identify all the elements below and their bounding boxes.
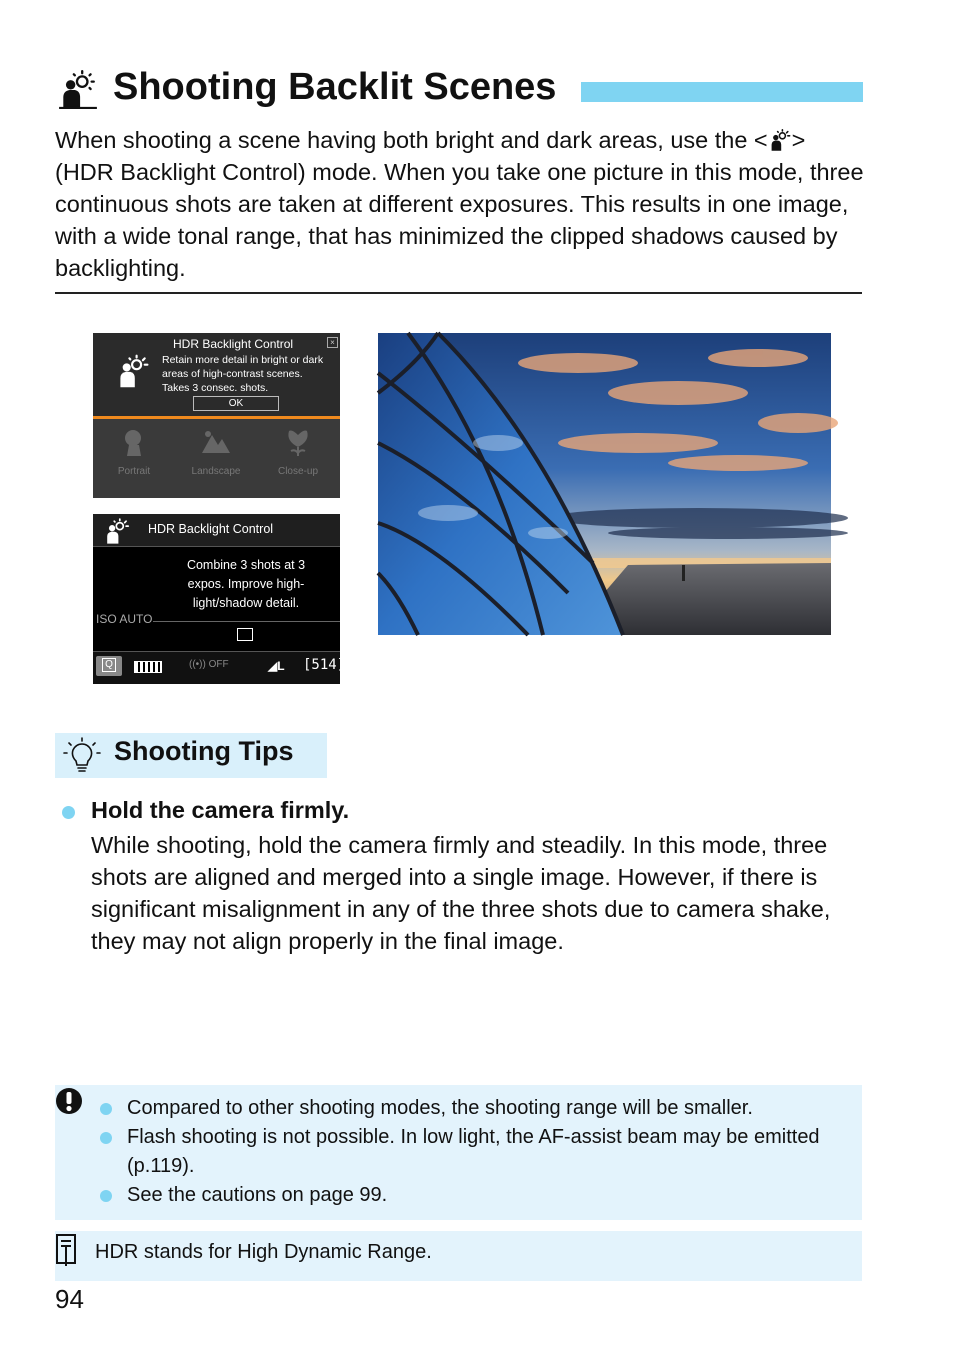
note-text: HDR stands for High Dynamic Range.	[95, 1241, 432, 1263]
screen-title: HDR Backlight Control	[148, 522, 274, 536]
caution-item	[100, 1181, 845, 1210]
mode-label: Close-up	[277, 466, 319, 477]
divider	[153, 621, 340, 622]
page-title: Shooting Backlit Scenes	[113, 66, 557, 108]
intro-text-end: > (HDR Backlight Control) mode. When you take one picture in this mode, three continuous shots are taken at different exposures. This results in one image, with a wide tonal range, that has minimized the clipped shadows caused by backlighting.	[55, 127, 864, 281]
q-label: Q	[102, 658, 116, 672]
page-title-row	[55, 62, 863, 112]
portrait-icon	[119, 427, 149, 457]
screen-description: Combine 3 shots at 3 expos. Improve high-light/shadow detail.	[186, 558, 306, 610]
caution-box	[55, 1085, 862, 1220]
caution-text: Compared to other shooting modes, the shooting range will be smaller.	[127, 1097, 753, 1119]
caution-text: Flash shooting is not possible. In low light, the AF-assist beam may be emitted (p.119).	[127, 1126, 820, 1177]
caution-item	[100, 1094, 845, 1123]
selection-highlight	[93, 416, 340, 419]
note-box	[55, 1231, 862, 1281]
hdr-backlight-icon	[768, 128, 792, 152]
flower-icon	[283, 427, 313, 457]
mode-label: Landscape	[191, 466, 241, 477]
mode-close-up[interactable]	[257, 423, 339, 477]
mode-guide-title: HDR Backlight Control	[173, 337, 294, 351]
mode-guide-description: Retain more detail in bright or dark areas of high-contrast scenes. Takes 3 consec. shots.	[162, 354, 324, 394]
page-number: 94	[55, 1284, 84, 1314]
quick-control-button[interactable]	[96, 656, 122, 676]
hdr-backlight-icon	[115, 353, 151, 389]
title-accent-bar	[581, 82, 863, 102]
mode-portrait[interactable]	[93, 423, 175, 477]
bullet-icon	[62, 806, 75, 819]
shooting-tips-header	[55, 733, 327, 778]
ok-button[interactable]: OK	[193, 396, 279, 411]
example-photo	[378, 333, 831, 635]
drive-mode-icon[interactable]	[237, 628, 253, 641]
tip-heading: Hold the camera firmly.	[91, 797, 350, 823]
section-divider	[55, 292, 862, 294]
intro-paragraph	[55, 124, 865, 284]
caution-text: See the cautions on page 99.	[127, 1184, 388, 1206]
caution-item	[100, 1123, 845, 1181]
tips-title: Shooting Tips	[114, 736, 294, 766]
mode-landscape[interactable]	[175, 423, 257, 477]
bullet-icon	[100, 1132, 112, 1144]
camera-screen-quick-control	[93, 514, 346, 683]
caution-icon	[55, 1087, 83, 1115]
iso-setting[interactable]: ISO AUTO	[96, 612, 153, 626]
image-quality: ◢L	[268, 659, 285, 673]
intro-text-start: When shooting a scene having both bright and dark areas, use the <	[55, 127, 768, 153]
battery-icon	[134, 661, 162, 673]
lightbulb-icon	[63, 737, 101, 775]
hdr-backlight-icon	[57, 68, 99, 110]
memo-icon	[55, 1233, 79, 1267]
camera-screen-mode-guide	[93, 333, 340, 498]
caution-list	[100, 1094, 845, 1210]
landscape-icon	[201, 427, 231, 457]
shots-remaining: [514]	[303, 657, 346, 673]
bullet-icon	[100, 1103, 112, 1115]
close-icon[interactable]: ×	[327, 337, 338, 348]
wifi-off-icon: ((•)) OFF	[189, 659, 229, 670]
hdr-backlight-icon	[103, 517, 131, 545]
mode-label: Portrait	[117, 466, 151, 477]
tip-body: While shooting, hold the camera firmly and steadily. In this mode, three shots are aligned and merged into a single image. However, if there is significant misalignment in any of the three shots due to camera shake, they may not align properly in the final image.	[91, 832, 831, 954]
bullet-icon	[100, 1190, 112, 1202]
